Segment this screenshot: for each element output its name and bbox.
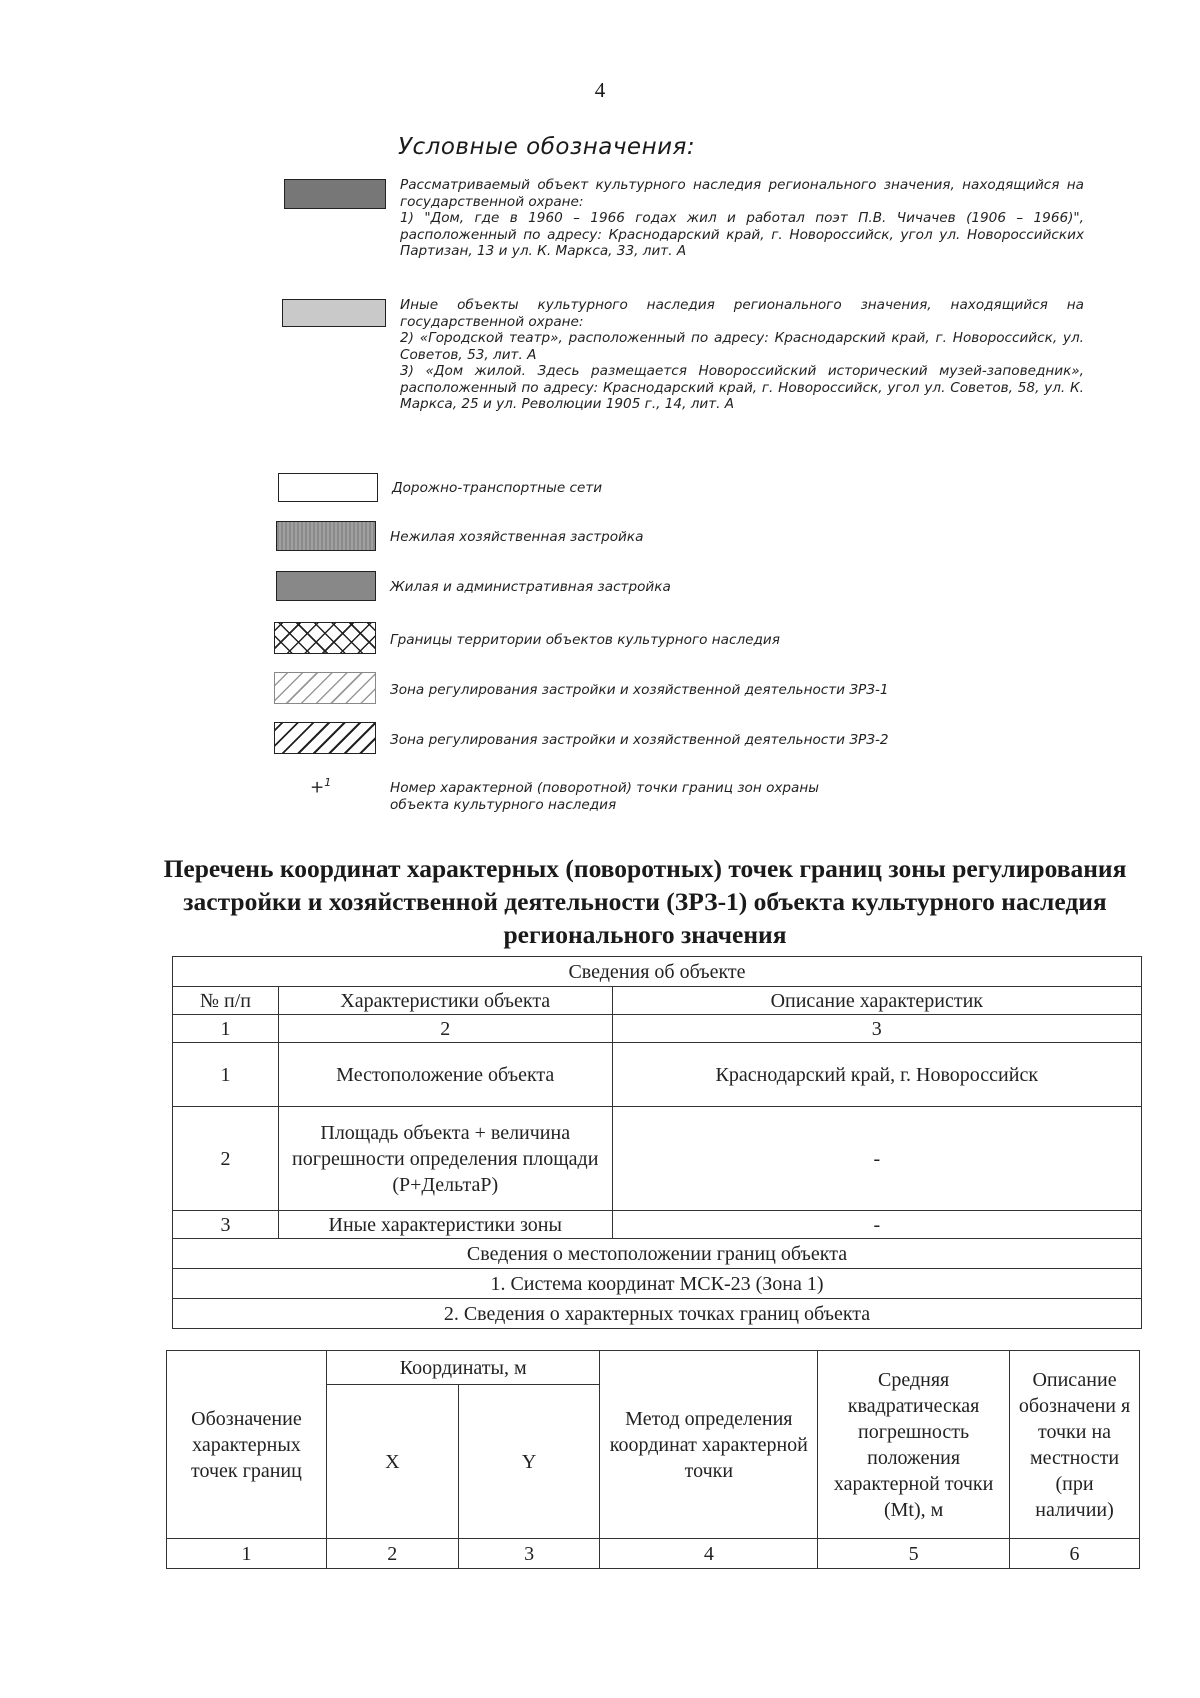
table-row [173, 1043, 1142, 1107]
row-name: Иные характеристики зоны [278, 1211, 612, 1239]
legend-text: Номер характерной (поворотной) точки границ зон охраны объекта культурного наследия [390, 780, 820, 813]
column-header: Характеристики объекта [278, 987, 612, 1015]
column-header: Координаты, м [326, 1351, 600, 1385]
legend-text: 2) «Городской театр», расположенный по адресу: Краснодарский край, г. Новороссийск, ул. Советов, 53, лит. А [400, 330, 1084, 363]
legend-item-other [282, 297, 1084, 413]
legend-swatch-res [276, 571, 376, 601]
column-number: 6 [1010, 1539, 1140, 1569]
points-table [166, 1350, 1140, 1569]
column-number: 3 [458, 1539, 600, 1569]
table-row [173, 1107, 1142, 1211]
legend-item-zrz1 [274, 672, 1084, 704]
legend-swatch-road [278, 473, 378, 502]
points-subheader: 2. Сведения о характерных точках границ объекта [173, 1299, 1142, 1329]
legend-text: Зона регулирования застройки и хозяйственной деятельности ЗРЗ-1 [390, 682, 889, 698]
legend-item-road [278, 473, 1084, 502]
column-number: 2 [326, 1539, 458, 1569]
point-number-symbol [310, 776, 331, 798]
legend-title: Условные обозначения: [398, 134, 696, 160]
legend-item-object [284, 177, 1084, 260]
legend-swatch-nonres [276, 521, 376, 551]
legend-item-res [276, 571, 1084, 601]
legend-text: Жилая и административная застройка [390, 579, 671, 595]
column-header: Обозначение характерных точек границ [167, 1351, 327, 1539]
row-number: 1 [173, 1043, 279, 1107]
legend-text: Дорожно-транспортные сети [392, 480, 603, 496]
column-header: Средняя квадратическая погрешность положения характерной точки (Mt), м [818, 1351, 1010, 1539]
legend-item-nonres [276, 521, 1084, 551]
object-info-table [172, 956, 1142, 1329]
legend-swatch-zrz1 [274, 672, 376, 704]
column-number: 1 [167, 1539, 327, 1569]
column-header: № п/п [173, 987, 279, 1015]
column-header: Описание обозначени я точки на местности (при наличии) [1010, 1351, 1140, 1539]
table-row [173, 1211, 1142, 1239]
table-header: Сведения об объекте [173, 957, 1142, 987]
column-number: 2 [278, 1015, 612, 1043]
row-number: 3 [173, 1211, 279, 1239]
legend-text: Иные объекты культурного наследия регионального значения, находящийся на государственной охране: [400, 297, 1084, 330]
column-number: 1 [173, 1015, 279, 1043]
row-name: Площадь объекта + величина погрешности определения площади (Р+ДельтаР) [278, 1107, 612, 1211]
legend-text: Нежилая хозяйственная застройка [390, 529, 644, 545]
point-number: 1 [324, 776, 332, 789]
row-name: Местоположение объекта [278, 1043, 612, 1107]
column-header: Описание характеристик [612, 987, 1141, 1015]
page-number: 4 [594, 78, 606, 102]
column-header: X [326, 1385, 458, 1539]
row-value: - [612, 1107, 1141, 1211]
row-value: Краснодарский край, г. Новороссийск [612, 1043, 1141, 1107]
legend-item-zrz2 [274, 722, 1084, 754]
page-title: Перечень координат характерных (поворотных) точек границ зоны регулирования застройки и хозяйственной деятельности (ЗРЗ-1) объекта культурного наследия регионального значения [163, 854, 1127, 949]
legend-text: Рассматриваемый объект культурного наследия регионального значения, находящийся на государственной охране: [400, 177, 1084, 210]
legend-item-territory [274, 622, 1084, 654]
column-header: Y [458, 1385, 600, 1539]
legend-text: Зона регулирования застройки и хозяйственной деятельности ЗРЗ-2 [390, 732, 889, 748]
legend-swatch-object [284, 179, 386, 209]
row-number: 2 [173, 1107, 279, 1211]
legend-text: 3) «Дом жилой. Здесь размещается Новороссийский исторический музей-заповедник», расположенный по адресу: Краснодарский край, г. Новороссийск, угол ул. Советов, 58, ул. К. Маркса, 25 и ул. Революции 1905 г., 14, лит. А [400, 363, 1084, 412]
row-value: - [612, 1211, 1141, 1239]
legend-text: 1) "Дом, где в 1960 – 1966 годах жил и работал поэт П.В. Чичачев (1906 – 1966)", расположенный по адресу: Краснодарский край, г. Новороссийск, угол ул. Новороссийских Партизан, 13 и ул. К. Маркса, 33, лит. А [400, 210, 1084, 259]
column-number: 5 [818, 1539, 1010, 1569]
column-number: 3 [612, 1015, 1141, 1043]
legend-swatch-zrz2 [274, 722, 376, 754]
point-cross: + [310, 777, 325, 798]
legend-swatch-territory [274, 622, 376, 654]
column-header: Метод определения координат характерной точки [600, 1351, 818, 1539]
coordinate-system: 1. Система координат МСК-23 (Зона 1) [173, 1269, 1142, 1299]
legend-text: Границы территории объектов культурного наследия [390, 632, 780, 648]
legend-swatch-other [282, 299, 386, 327]
column-number: 4 [600, 1539, 818, 1569]
section-header: Сведения о местоположении границ объекта [173, 1239, 1142, 1269]
